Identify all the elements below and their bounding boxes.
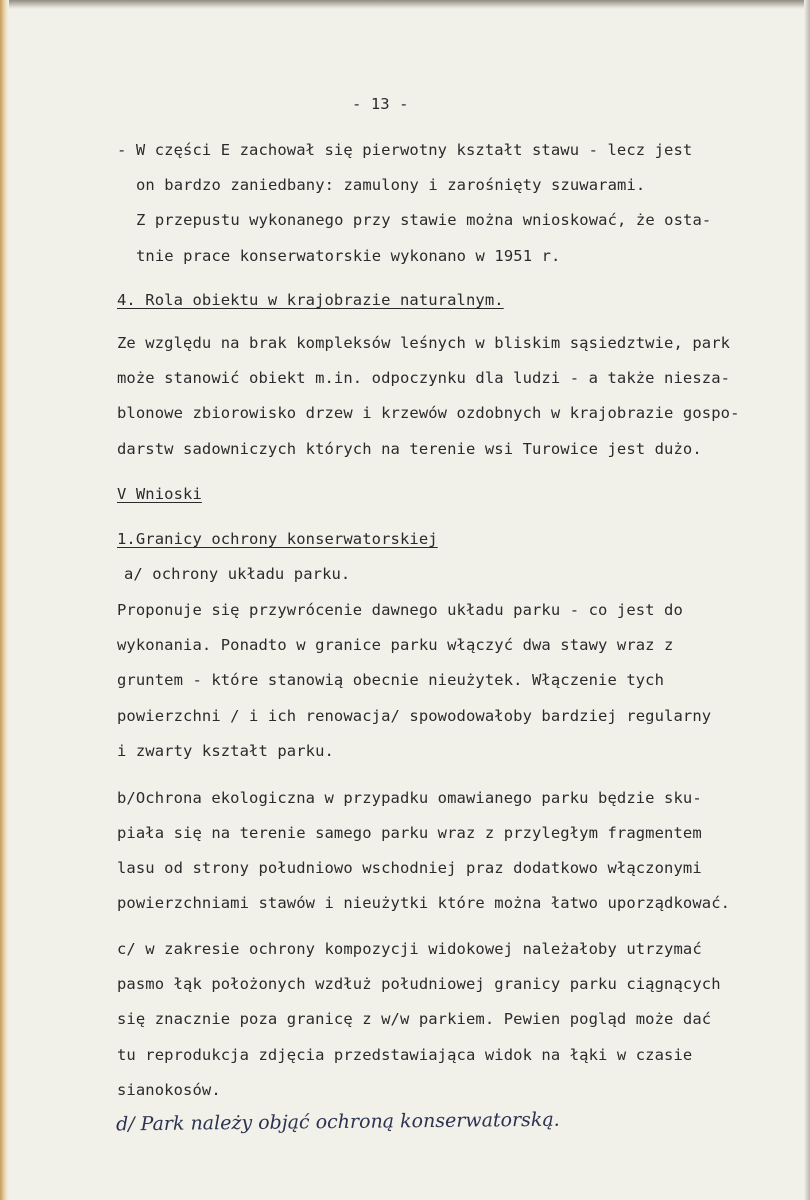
text-line: Z przepustu wykonanego przy stawie można wnioskować, że osta-	[136, 211, 712, 229]
page-right-edge	[804, 0, 810, 1200]
text-line: się znacznie poza granicę z w/w parkiem. Pewien pogląd może dać	[117, 1010, 712, 1028]
page-number: - 13 -	[352, 95, 409, 113]
list-item-label: a/ ochrony układu parku.	[124, 565, 351, 583]
text-line: tnie prace konserwatorskie wykonano w 1951 r.	[136, 247, 561, 265]
text-line: on bardzo zaniedbany: zamulony i zarośnięty szuwarami.	[136, 176, 646, 194]
section-heading: 4. Rola obiektu w krajobrazie naturalnym.	[117, 291, 504, 309]
text-line: sianokosów.	[117, 1081, 221, 1099]
text-line: może stanowić obiekt m.in. odpoczynku dla ludzi - a także niesza-	[117, 369, 731, 387]
text-line: wykonania. Ponadto w granice parku włączyć dwa stawy wraz z	[117, 636, 674, 654]
text-line: Ze względu na brak kompleksów leśnych w bliskim sąsiedztwie, park	[117, 334, 731, 352]
text-line: powierzchniami stawów i nieużytki które można łatwo uporządkować.	[117, 894, 731, 912]
text-line: piała się na terenie samego parku wraz z przyległym fragmentem	[117, 824, 702, 842]
text-line: powierzchni / i ich renowacja/ spowodowałoby bardziej regularny	[117, 707, 712, 725]
text-line: c/ w zakresie ochrony kompozycji widokowej należałoby utrzymać	[117, 940, 702, 958]
text-line: tu reprodukcja zdjęcia przedstawiająca widok na łąki w czasie	[117, 1046, 693, 1064]
text-line: pasmo łąk położonych wzdłuż południowej granicy parku ciągnących	[117, 975, 721, 993]
text-line: lasu od strony południowo wschodniej praz dodatkowo włączonymi	[117, 859, 702, 877]
page-top-edge	[0, 0, 810, 9]
text-line: - W części E zachował się pierwotny kształt stawu - lecz jest	[117, 141, 693, 159]
subsection-heading: 1.Granicy ochrony konserwatorskiej	[117, 530, 438, 548]
text-line: darstw sadowniczych których na terenie wsi Turowice jest dużo.	[117, 440, 702, 458]
text-line: b/Ochrona ekologiczna w przypadku omawianego parku będzie sku-	[117, 789, 702, 807]
chapter-heading: V Wnioski	[117, 485, 202, 503]
text-line: gruntem - które stanowią obecnie nieużytek. Włączenie tych	[117, 671, 665, 689]
handwritten-note: d/ Park należy objąć ochroną konserwatorską.	[115, 1108, 560, 1136]
text-line: Proponuje się przywrócenie dawnego układu parku - co jest do	[117, 601, 683, 619]
text-line: blonowe zbiorowisko drzew i krzewów ozdobnych w krajobrazie gospo-	[117, 404, 740, 422]
text-line: i zwarty kształt parku.	[117, 742, 334, 760]
page-binding-edge	[0, 0, 9, 1200]
